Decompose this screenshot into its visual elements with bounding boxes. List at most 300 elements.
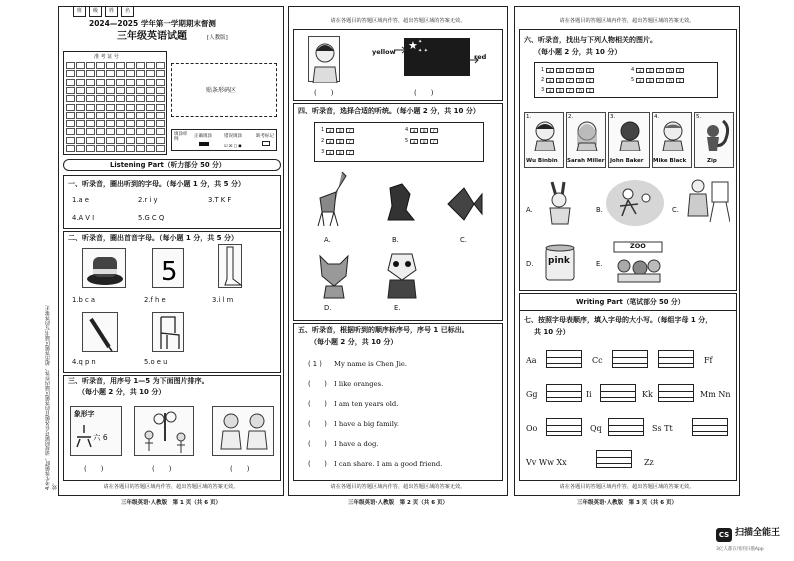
exam-number-bubble[interactable] [156, 62, 165, 69]
name-zip: Zip [707, 158, 717, 164]
tab-name-2: 名 [121, 6, 134, 17]
fill-example-label: 填涂样例 [174, 132, 188, 142]
leg-picture [218, 244, 242, 288]
portrait-john-baker: 3. John Baker [608, 112, 650, 168]
blank-after-xx[interactable] [596, 450, 632, 468]
exam-number-bubble[interactable] [126, 128, 135, 135]
exam-number-bubble[interactable] [126, 112, 135, 119]
answer-option-bubble[interactable]: D [666, 78, 674, 83]
section-7-subtitle: 共 10 分） [534, 328, 570, 336]
s3-answer-1[interactable]: ( ) [84, 465, 104, 473]
blank-after-cc-1[interactable] [612, 350, 648, 368]
answer-row-number: 5 [631, 77, 635, 83]
pictograph-label: 象形字 [74, 410, 95, 418]
animal-label-e: E. [394, 304, 401, 312]
exam-number-bubble[interactable] [106, 104, 115, 111]
exam-number-bubble[interactable] [76, 120, 85, 127]
section-6-answer-row[interactable] [541, 67, 594, 73]
answer-option-bubble[interactable]: C [566, 68, 574, 73]
barcode-area [171, 63, 277, 117]
exam-number-bubble[interactable] [136, 137, 145, 144]
exam-number-bubble[interactable] [156, 87, 165, 94]
camscanner-logo-icon: CS [716, 528, 732, 542]
pic-label-c: C. [672, 206, 679, 214]
exam-number-bubble[interactable] [86, 128, 95, 135]
exam-number-bubble[interactable] [126, 137, 135, 144]
s1-item-5[interactable]: 5.G C Q [138, 214, 165, 222]
exam-number-bubble[interactable] [136, 95, 145, 102]
s5-sentence-6: I can share. I am a good friend. [334, 460, 443, 468]
exam-number-bubble[interactable] [126, 70, 135, 77]
answer-option-bubble[interactable]: B [556, 88, 564, 93]
letter-mm-nn: Mm Nn [700, 390, 731, 399]
flag-star-icon: ★ [408, 39, 418, 52]
exam-number-bubble[interactable] [106, 112, 115, 119]
s2-item-3[interactable]: 3.i l m [212, 296, 234, 304]
page-2-notice-top: 请在各题目的答题区域内作答，超出答题区域的答案无效。 [330, 18, 466, 24]
s2-item-4[interactable]: 4.q p n [72, 358, 96, 366]
writing-title: Writing Part（笔试部分 50 分） [576, 298, 685, 306]
exam-number-bubble[interactable] [136, 87, 145, 94]
exam-number-label: 准 考 证 号 [94, 54, 119, 60]
chair-picture [152, 312, 184, 352]
exam-number-bubble[interactable] [116, 120, 125, 127]
exam-number-bubble[interactable] [146, 145, 155, 152]
exam-number-bubble[interactable] [96, 128, 105, 135]
exam-number-bubble[interactable] [96, 104, 105, 111]
exam-number-bubble[interactable] [146, 79, 155, 86]
section-2 [63, 231, 281, 373]
exam-number-bubble[interactable] [106, 87, 115, 94]
exam-number-bubble[interactable] [66, 137, 75, 144]
side-note: 4.考生答题时，请按照题号在各题目的答题区域内作答，超出答题区域书写的答案无效。 [45, 305, 58, 490]
portrait-wu-binbin: 1. Wu Binbin [524, 112, 564, 168]
section-6-answer-row[interactable] [631, 67, 684, 73]
answer-option-bubble[interactable]: B [556, 78, 564, 83]
exam-number-bubble[interactable] [66, 70, 75, 77]
exam-number-bubble[interactable] [96, 145, 105, 152]
exam-number-bubble[interactable] [156, 137, 165, 144]
exam-number-bubble[interactable] [96, 87, 105, 94]
s2-item-5[interactable]: 5.o e u [144, 358, 168, 366]
exam-number-bubble[interactable] [66, 79, 75, 86]
absent-mark-label: 缺考标记 [256, 134, 274, 139]
exam-number-bubble[interactable] [106, 137, 115, 144]
exam-number-bubble[interactable] [146, 128, 155, 135]
answer-sheet-page-2 [288, 6, 508, 496]
letter-gg: Gg [526, 390, 538, 399]
page-1-notice: 请在各题目的答题区域内作答，超出答题区域的答案无效。 [103, 484, 239, 490]
zoo-picture [610, 238, 666, 284]
s5-sentence-2: I like oranges. [334, 380, 384, 388]
exam-number-bubble[interactable] [126, 62, 135, 69]
pink-paint-can-picture [542, 242, 578, 282]
answer-option-bubble[interactable]: E [676, 78, 684, 83]
letter-qq: Qq [590, 424, 602, 433]
exam-number-bubble[interactable] [146, 137, 155, 144]
color-label-yellow: yellow [372, 48, 396, 56]
section-3-subtitle: （每小题 2 分，共 10 分） [78, 388, 166, 396]
panda-origami-picture [382, 250, 422, 300]
pictograph-card [70, 406, 122, 456]
exam-number-bubble[interactable] [126, 145, 135, 152]
exam-number-bubble[interactable] [146, 104, 155, 111]
s5-blank-4[interactable]: ( ) [308, 420, 327, 428]
section-5 [293, 323, 503, 481]
tab-class-1: 班 [73, 6, 86, 17]
exam-number-bubble[interactable] [76, 79, 85, 86]
exam-number-bubble[interactable] [66, 120, 75, 127]
answer-row-2[interactable]: 2 A B C [321, 138, 354, 144]
s5-sentence-4: I have a big family. [334, 420, 400, 428]
answer-option-bubble[interactable]: A [636, 68, 644, 73]
page-1-footer: 三年级英语·人教版 第 1 页（共 6 页） [121, 500, 221, 506]
answer-option-bubble[interactable]: B [646, 68, 654, 73]
exam-number-bubble[interactable] [66, 128, 75, 135]
answer-option-bubble[interactable]: D [576, 78, 584, 83]
exam-number-bubble[interactable] [86, 79, 95, 86]
s5-blank-5[interactable]: ( ) [308, 440, 327, 448]
blank-after-kk[interactable] [658, 384, 694, 402]
exam-number-bubble[interactable] [66, 87, 75, 94]
animal-label-b: B. [392, 236, 399, 244]
section-3 [63, 375, 281, 481]
writing-divider [520, 310, 736, 311]
exam-number-bubble[interactable] [76, 70, 85, 77]
animal-label-c: C. [460, 236, 467, 244]
s2-item-1[interactable]: 1.b c a [72, 296, 96, 304]
answer-option-bubble[interactable]: E [676, 68, 684, 73]
s5-sentence-5: I have a dog. [334, 440, 379, 448]
exam-number-bubble[interactable] [116, 70, 125, 77]
camscanner-tagline: 3亿人都在用的扫描App [716, 547, 764, 552]
giraffe-origami-picture [312, 168, 352, 228]
children-playing-picture [606, 180, 664, 226]
answer-sheet-page-3 [514, 6, 740, 496]
letter-ii: Ii [586, 390, 592, 399]
s5-blank-6[interactable]: ( ) [308, 460, 327, 468]
zoo-label: ZOO [630, 242, 646, 250]
exam-number-bubble[interactable] [146, 120, 155, 127]
letter-oo: Oo [526, 424, 538, 433]
wrong-fill-sample: ☑ ☒ ◻ ◼ [224, 143, 242, 148]
s5-sentence-3: I am ten years old. [334, 400, 399, 408]
section-3-continued [293, 29, 503, 101]
page-3-footer: 三年级英语·人教版 第 3 页（共 6 页） [577, 500, 677, 506]
exam-number-bubble[interactable] [146, 62, 155, 69]
girl-portrait-picture [308, 36, 340, 82]
exam-number-bubble[interactable] [96, 70, 105, 77]
wrong-fill-label: 错误填涂 [224, 134, 242, 139]
two-girls-picture [212, 406, 274, 456]
exam-number-bubble[interactable] [106, 62, 115, 69]
section-6-answer-row[interactable] [631, 77, 684, 83]
tab-name-1: 姓 [105, 6, 118, 17]
exam-number-bubble[interactable] [116, 104, 125, 111]
answer-sheet-page-1 [58, 6, 284, 496]
exam-number-bubble[interactable] [116, 87, 125, 94]
blank-after-aa[interactable] [546, 350, 582, 368]
answer-option-bubble[interactable]: D [666, 68, 674, 73]
exam-number-bubble[interactable] [126, 79, 135, 86]
exam-number-bubble[interactable] [116, 112, 125, 119]
correct-fill-label: 正确填涂 [194, 134, 212, 139]
section-6-answer-grid[interactable] [534, 62, 718, 98]
exam-number-bubble[interactable] [86, 62, 95, 69]
answer-option-bubble[interactable]: E [586, 78, 594, 83]
s5-blank-3[interactable]: ( ) [308, 400, 327, 408]
letter-ss-tt: Ss Tt [652, 424, 673, 433]
exam-number-bubble[interactable] [106, 145, 115, 152]
s5-blank-2[interactable]: ( ) [308, 380, 327, 388]
exam-number-bubble[interactable] [136, 79, 145, 86]
answer-option-bubble[interactable]: C [656, 78, 664, 83]
answer-option-bubble[interactable]: A [546, 78, 554, 83]
exam-subtitle: 三年级英语试题 [117, 31, 187, 42]
cat-origami-picture [314, 250, 354, 300]
exam-number-bubble[interactable] [156, 104, 165, 111]
exam-number-bubble[interactable] [76, 137, 85, 144]
section-6-answer-row[interactable] [541, 77, 594, 83]
section-6-title: 六、听录音，找出与下列人物相关的图片。 [524, 36, 657, 44]
answer-row-3[interactable]: 3 A B C [321, 149, 354, 155]
s1-item-3[interactable]: 3.T K F [208, 196, 232, 204]
exam-number-bubble[interactable] [106, 70, 115, 77]
exam-number-bubble[interactable] [156, 79, 165, 86]
s3-answer-5[interactable]: ( ) [414, 89, 434, 97]
kids-planting-tree-picture [134, 406, 194, 456]
answer-row-5[interactable]: 5 A B C [405, 138, 438, 144]
exam-number-bubble[interactable] [76, 128, 85, 135]
page-3-notice-top: 请在各题目的答题区域内作答，超出答题区域的答案无效。 [559, 18, 695, 24]
bubble-grid[interactable] [66, 62, 166, 154]
answer-option-bubble[interactable]: A [546, 68, 554, 73]
s1-item-1[interactable]: 1.a e [72, 196, 89, 204]
exam-number-bubble[interactable] [96, 95, 105, 102]
exam-number-bubble[interactable] [116, 79, 125, 86]
s3-answer-3[interactable]: ( ) [230, 465, 250, 473]
exam-number-bubble[interactable] [156, 95, 165, 102]
exam-number-bubble[interactable] [76, 112, 85, 119]
s3-answer-4[interactable]: ( ) [314, 89, 334, 97]
s3-answer-2[interactable]: ( ) [152, 465, 172, 473]
flag-small-stars-icon: ✦ ✦ ✦ [418, 39, 428, 54]
writing-part [519, 293, 737, 481]
exam-number-bubble[interactable] [86, 87, 95, 94]
exam-number-bubble[interactable] [156, 145, 165, 152]
pictograph-chars: 六 6 [93, 433, 108, 442]
s5-sentence-1: My name is Chen Jie. [334, 360, 408, 368]
portrait-zip: 5. Zip [694, 112, 734, 168]
svg-text:5: 5 [161, 257, 178, 287]
answer-row-number: 2 [541, 77, 545, 83]
exam-number-bubble[interactable] [66, 112, 75, 119]
exam-number-bubble[interactable] [116, 95, 125, 102]
blank-after-tt[interactable] [692, 418, 728, 436]
exam-number-bubble[interactable] [156, 112, 165, 119]
blank-after-ii[interactable] [600, 384, 636, 402]
blank-after-cc-2[interactable] [658, 350, 694, 368]
tab-class-2: 级 [89, 6, 102, 17]
exam-number-bubble[interactable] [86, 70, 95, 77]
exam-number-bubble[interactable] [66, 62, 75, 69]
pic-label-b: B. [596, 206, 603, 214]
exam-number-bubble[interactable] [86, 145, 95, 152]
answer-option-bubble[interactable]: C [566, 88, 574, 93]
fill-example-box [171, 129, 277, 151]
section-4-answer-grid[interactable] [314, 122, 484, 162]
name-sarah-miller: Sarah Miller [567, 158, 605, 164]
exam-number-bubble[interactable] [156, 128, 165, 135]
pic-label-e: E. [596, 260, 603, 268]
exam-number-bubble[interactable] [116, 145, 125, 152]
answer-option-bubble[interactable]: C [566, 78, 574, 83]
hat-picture [82, 248, 126, 288]
china-flag [404, 38, 470, 76]
page-2-notice: 请在各题目的答题区域内作答，超出答题区域的答案无效。 [330, 484, 466, 490]
answer-row-1[interactable]: 1 A B C [321, 127, 354, 133]
section-4-title: 四、听录音，选择合适的听统。（每小题 2 分，共 10 分） [298, 107, 480, 115]
answer-option-bubble[interactable]: A [636, 78, 644, 83]
exam-number-bubble[interactable] [106, 128, 115, 135]
letter-aa: Aa [526, 356, 537, 365]
exam-number-bubble[interactable] [136, 62, 145, 69]
exam-number-bubble[interactable] [126, 87, 135, 94]
exam-number-bubble[interactable] [96, 137, 105, 144]
name-mike-black: Mike Black [653, 158, 687, 164]
exam-number-bubble[interactable] [86, 137, 95, 144]
exam-number-bubble[interactable] [66, 95, 75, 102]
camscanner-app-name: 扫描全能王 [735, 528, 781, 538]
exam-number-bubble[interactable] [136, 70, 145, 77]
letter-zz: Zz [644, 458, 654, 467]
answer-row-number: 3 [541, 87, 545, 93]
absent-mark-box[interactable] [262, 141, 270, 146]
section-1 [63, 175, 281, 229]
animal-label-a: A. [324, 236, 331, 244]
exam-number-bubble[interactable] [96, 79, 105, 86]
pen-picture [82, 312, 118, 352]
section-2-title: 二、听录音，圈出首音字母。（每小题 1 分，共 5 分） [68, 234, 238, 242]
exam-number-grid[interactable] [63, 51, 167, 155]
exam-number-bubble[interactable] [96, 112, 105, 119]
exam-number-bubble[interactable] [136, 128, 145, 135]
section-4 [293, 103, 503, 321]
correct-fill-sample [199, 142, 209, 146]
exam-number-bubble[interactable] [146, 70, 155, 77]
listening-title: Listening Part（听力部分 50 分） [110, 161, 226, 169]
s5-number-1: ( 1 ) [308, 360, 322, 368]
exam-number-bubble[interactable] [86, 112, 95, 119]
exam-number-bubble[interactable] [86, 95, 95, 102]
exam-number-bubble[interactable] [106, 79, 115, 86]
section-6 [519, 29, 737, 291]
answer-option-bubble[interactable]: D [576, 88, 584, 93]
exam-number-bubble[interactable] [126, 120, 135, 127]
exam-number-bubble[interactable] [126, 95, 135, 102]
s1-item-4[interactable]: 4.A V I [72, 214, 95, 222]
exam-number-bubble[interactable] [116, 137, 125, 144]
s2-item-2[interactable]: 2.f h e [144, 296, 166, 304]
exam-number-bubble[interactable] [96, 120, 105, 127]
page-2-footer: 三年级英语·人教版 第 2 页（共 6 页） [348, 500, 448, 506]
section-6-subtitle: （每小题 2 分，共 10 分） [534, 48, 622, 56]
exam-number-bubble[interactable] [136, 104, 145, 111]
exam-number-bubble[interactable] [116, 62, 125, 69]
answer-option-bubble[interactable]: B [646, 78, 654, 83]
answer-row-4[interactable]: 4 A B C [405, 127, 438, 133]
exam-number-bubble[interactable] [116, 128, 125, 135]
exam-number-bubble[interactable] [146, 87, 155, 94]
letter-vv-ww-xx: Vv Ww Xx [526, 458, 567, 467]
pink-label: pink [548, 256, 570, 266]
exam-number-bubble[interactable] [136, 145, 145, 152]
section-1-title: 一、听录音，圈出听到的字母。（每小题 1 分，共 5 分） [68, 180, 245, 188]
pic-label-d: D. [526, 260, 534, 268]
exam-number-bubble[interactable] [106, 95, 115, 102]
blank-after-gg[interactable] [546, 384, 582, 402]
exam-number-bubble[interactable] [66, 145, 75, 152]
answer-row-number: 1 [541, 67, 545, 73]
exam-number-bubble[interactable] [86, 104, 95, 111]
rabbit-picture [542, 180, 578, 226]
exam-number-bubble[interactable] [156, 70, 165, 77]
name-john-baker: John Baker [610, 158, 644, 164]
exam-number-bubble[interactable] [156, 120, 165, 127]
exam-number-bubble[interactable] [76, 87, 85, 94]
section-7-title: 七、按照字母表顺序，填入字母的大小写。（每组字母 1 分， [524, 316, 713, 324]
exam-number-bubble[interactable] [76, 95, 85, 102]
answer-option-bubble[interactable]: E [586, 88, 594, 93]
exam-number-bubble[interactable] [86, 120, 95, 127]
letter-cc: Cc [592, 356, 603, 365]
exam-number-bubble[interactable] [136, 120, 145, 127]
page-3-notice: 请在各题目的答题区域内作答，超出答题区域的答案无效。 [559, 484, 695, 490]
answer-option-bubble[interactable]: C [656, 68, 664, 73]
blank-after-qq[interactable] [608, 418, 644, 436]
barcode-label: 贴条形码区 [206, 87, 237, 94]
portrait-mike-black: 4. Mike Black [652, 112, 692, 168]
flag-colors-picture [354, 36, 487, 82]
exam-number-bubble[interactable] [76, 62, 85, 69]
edition-label: [人教版] [207, 35, 228, 41]
blank-after-oo[interactable] [546, 418, 582, 436]
color-label-red: red [474, 53, 487, 61]
s1-item-2[interactable]: 2.r i y [138, 196, 158, 204]
exam-number-bubble[interactable] [76, 104, 85, 111]
name-class-tabs [73, 6, 134, 17]
exam-number-bubble[interactable] [146, 112, 155, 119]
section-5-title: 五、听录音，根据听到的顺序标序号，序号 1 已标出。 [298, 326, 469, 334]
letter-kk: Kk [642, 390, 653, 399]
exam-number-bubble[interactable] [126, 104, 135, 111]
exam-number-bubble[interactable] [96, 62, 105, 69]
answer-option-bubble[interactable]: E [586, 68, 594, 73]
answer-option-bubble[interactable]: A [546, 88, 554, 93]
pic-label-a: A. [526, 206, 533, 214]
answer-option-bubble[interactable]: D [576, 68, 584, 73]
answer-option-bubble[interactable]: B [556, 68, 564, 73]
number-five-picture [152, 248, 184, 288]
exam-number-bubble[interactable] [106, 120, 115, 127]
section-6-answer-row[interactable] [541, 87, 594, 93]
animal-label-d: D. [324, 304, 332, 312]
letter-ff: Ff [704, 356, 713, 365]
exam-number-bubble[interactable] [146, 95, 155, 102]
exam-number-bubble[interactable] [66, 104, 75, 111]
exam-number-bubble[interactable] [136, 112, 145, 119]
exam-number-bubble[interactable] [76, 145, 85, 152]
